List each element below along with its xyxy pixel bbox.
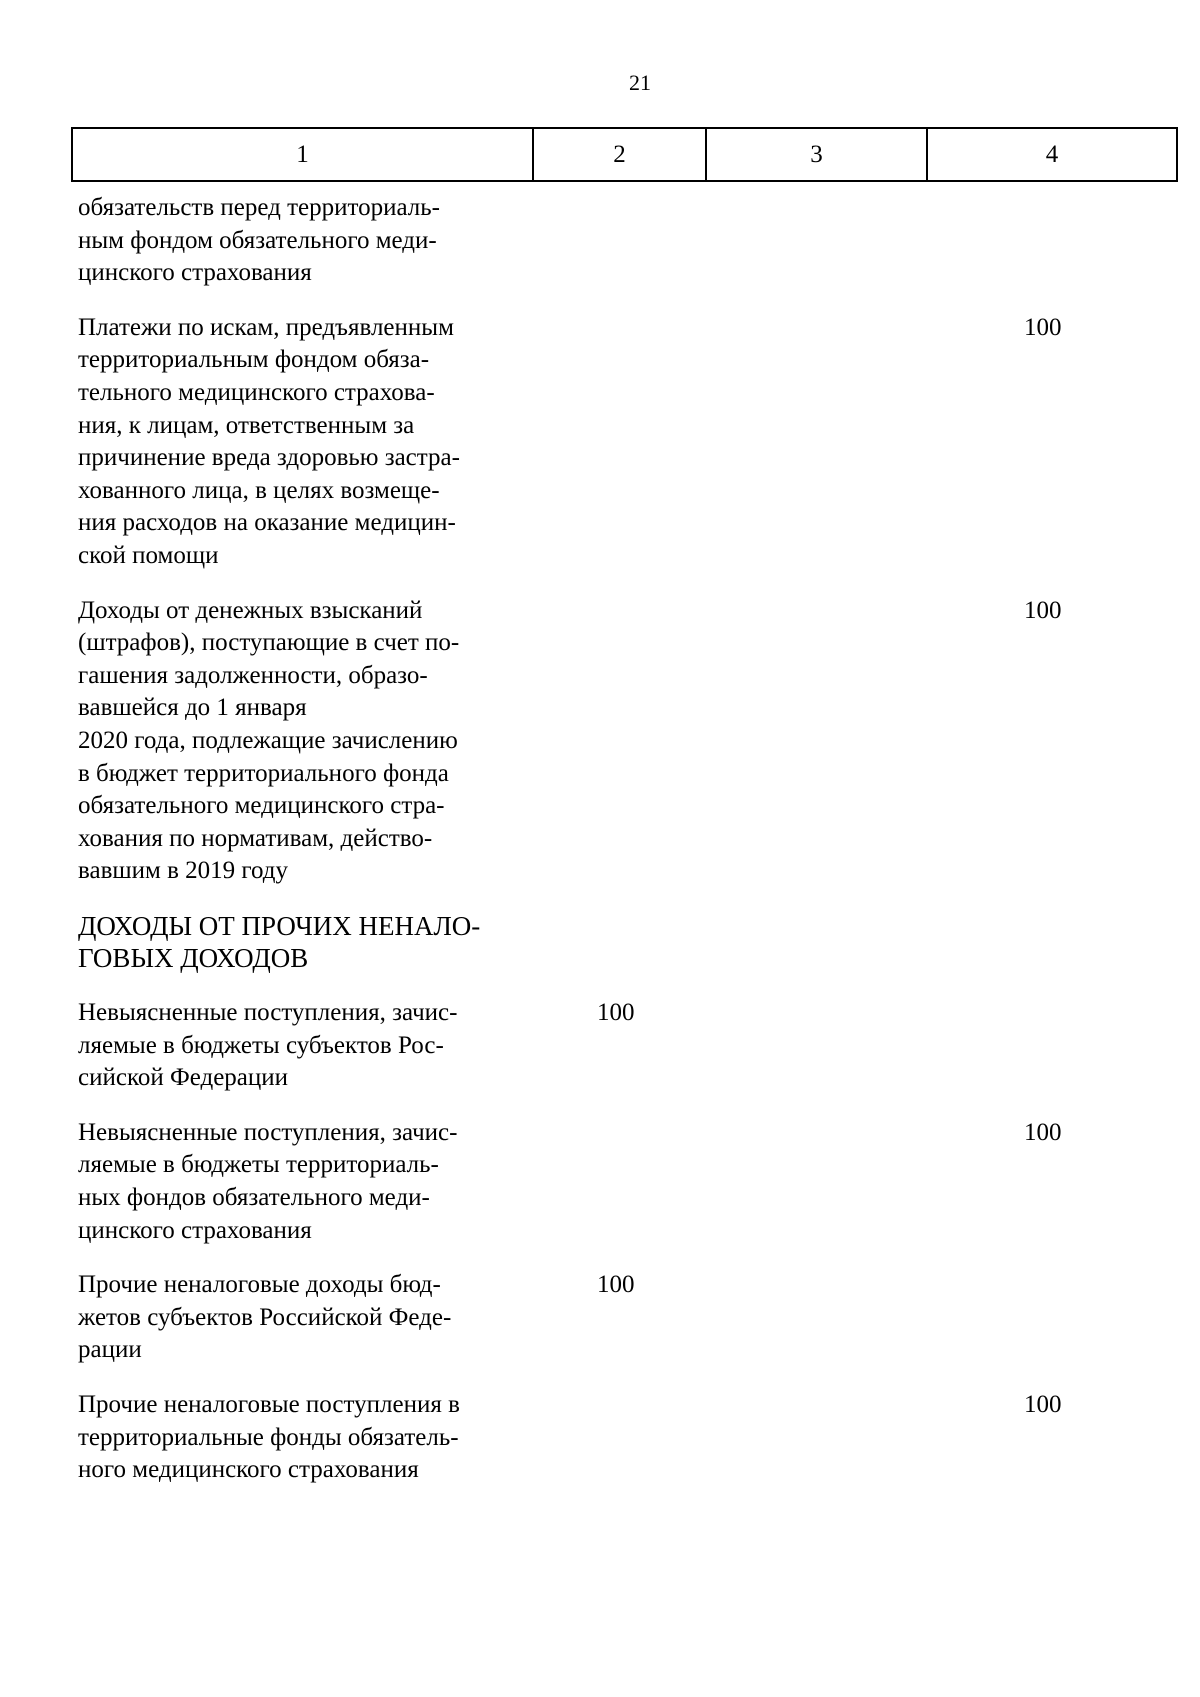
row-description: Невыясненные поступления, зачис- ляемые в бюджеты субъектов Рос- сийской Федерации (78, 999, 458, 1092)
table-row (78, 997, 1168, 1095)
row-description: Прочие неналоговые поступления в территориальные фонды обязатель- ного медицинского страхования (78, 1391, 460, 1484)
table-row (78, 192, 1168, 290)
table-body (78, 192, 1168, 1509)
row-description: Доходы от денежных взысканий (штрафов), поступающие в счет по- гашения задолженности, образо- вавшейся до 1 января 2020 года, подлежащие зачислению в бюджет территориального фонда обязательного медицинского стра- хования по нормативам, действо- вавшим в 2019 году (78, 596, 460, 885)
section-heading: ДОХОДЫ ОТ ПРОЧИХ НЕНАЛО- ГОВЫХ ДОХОДОВ (78, 910, 481, 974)
column-header-2: 2 (533, 128, 706, 181)
table-row (78, 1269, 1168, 1367)
row-value-col4: 100 (1024, 596, 1062, 624)
table-row (78, 1117, 1168, 1247)
table-header-row (72, 128, 1177, 181)
row-description: Платежи по искам, предъявленным территориальным фондом обяза- тельного медицинского страхова- ния, к лицам, ответственным за причинение вреда здоровью застра- хованного лица, в целях возмеще- ния расходов на оказание медицин- ской помощи (78, 313, 460, 569)
row-value-col4: 100 (1024, 1118, 1062, 1146)
row-value-col4: 100 (1024, 1391, 1062, 1418)
table-row (78, 1389, 1168, 1487)
table-row (78, 312, 1168, 573)
column-header-1: 1 (72, 128, 533, 181)
table-row (78, 595, 1168, 888)
column-header-3: 3 (706, 128, 927, 181)
page-number: 21 (629, 70, 651, 95)
column-header-4: 4 (927, 128, 1177, 181)
row-value-col2: 100 (597, 999, 635, 1027)
row-value-col2: 100 (597, 1271, 635, 1299)
row-description: Прочие неналоговые доходы бюд- жетов субъектов Российской Феде- рации (78, 1271, 452, 1364)
table-header (71, 127, 1178, 182)
row-description: обязательств перед территориаль- ным фондом обязательного меди- цинского страхования (78, 194, 440, 287)
row-description: Невыясненные поступления, зачис- ляемые в бюджеты территориаль- ных фондов обязательного меди- цинского страхования (78, 1118, 458, 1244)
section-heading-row (78, 910, 1168, 975)
row-value-col4: 100 (1024, 313, 1062, 341)
